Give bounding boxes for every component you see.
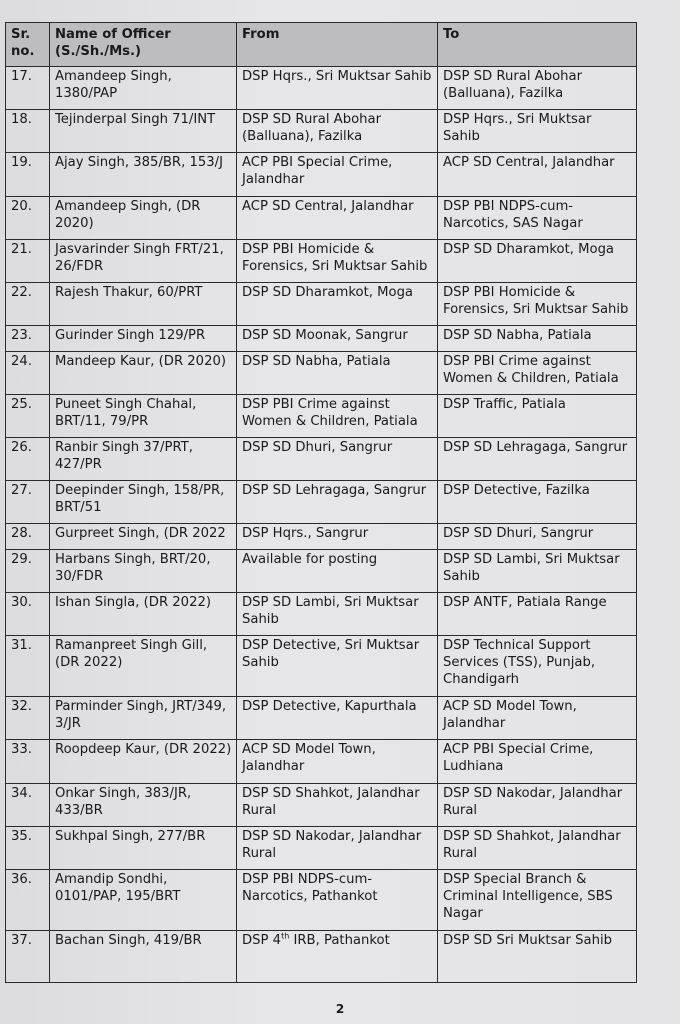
page-number: 2: [335, 1002, 345, 1016]
table-row: [6, 352, 637, 395]
table-header-row: [6, 23, 637, 67]
table-row: [6, 784, 637, 827]
row-officer-name: Amandeep Singh, 1380/PAP: [50, 67, 237, 110]
row-to: DSP SD Sri Muktsar Sahib: [438, 931, 637, 983]
row-from: ACP SD Model Town, Jalandhar: [237, 740, 438, 784]
row-sr-no: 19.: [6, 153, 50, 197]
header-from: From: [237, 23, 438, 67]
row-to: DSP Detective, Fazilka: [438, 481, 637, 524]
table-row: [6, 593, 637, 636]
row-sr-no: 30.: [6, 593, 50, 636]
row-from: Available for posting: [237, 550, 438, 593]
row-sr-no: 18.: [6, 110, 50, 153]
row-officer-name: Amandip Sondhi, 0101/PAP, 195/BRT: [50, 870, 237, 931]
row-from: DSP SD Rural Abohar (Balluana), Fazilka: [237, 110, 438, 153]
row-from: DSP SD Shahkot, Jalandhar Rural: [237, 784, 438, 827]
table-row: [6, 697, 637, 740]
row-to: DSP Hqrs., Sri Muktsar Sahib: [438, 110, 637, 153]
row-officer-name: Gurinder Singh 129/PR: [50, 326, 237, 352]
row-sr-no: 36.: [6, 870, 50, 931]
row-from: DSP PBI Crime against Women & Children, Patiala: [237, 395, 438, 438]
row-officer-name: Gurpreet Singh, (DR 2022: [50, 524, 237, 550]
row-officer-name: Ishan Singla, (DR 2022): [50, 593, 237, 636]
row-to: DSP PBI NDPS-cum-Narcotics, SAS Nagar: [438, 197, 637, 240]
row-to: DSP Special Branch & Criminal Intelligence, SBS Nagar: [438, 870, 637, 931]
row-to: DSP PBI Crime against Women & Children, Patiala: [438, 352, 637, 395]
row-sr-no: 17.: [6, 67, 50, 110]
row-officer-name: Ranbir Singh 37/PRT, 427/PR: [50, 438, 237, 481]
table-row: [6, 636, 637, 697]
row-from: DSP Hqrs., Sri Muktsar Sahib: [237, 67, 438, 110]
row-to: ACP PBI Special Crime, Ludhiana: [438, 740, 637, 784]
row-officer-name: Parminder Singh, JRT/349, 3/JR: [50, 697, 237, 740]
row-from: [237, 931, 438, 983]
table-row: [6, 438, 637, 481]
row-from: DSP Detective, Sri Muktsar Sahib: [237, 636, 438, 697]
table-row: [6, 153, 637, 197]
row-to: DSP SD Shahkot, Jalandhar Rural: [438, 827, 637, 870]
row-officer-name: Bachan Singh, 419/BR: [50, 931, 237, 983]
row-sr-no: 37.: [6, 931, 50, 983]
row-to: DSP SD Lambi, Sri Muktsar Sahib: [438, 550, 637, 593]
row-officer-name: Roopdeep Kaur, (DR 2022): [50, 740, 237, 784]
table-row: [6, 870, 637, 931]
row-sr-no: 27.: [6, 481, 50, 524]
table-row: [6, 827, 637, 870]
row-to: DSP SD Lehragaga, Sangrur: [438, 438, 637, 481]
row-sr-no: 32.: [6, 697, 50, 740]
row-officer-name: Jasvarinder Singh FRT/21, 26/FDR: [50, 240, 237, 283]
row-from: ACP SD Central, Jalandhar: [237, 197, 438, 240]
table-row: [6, 283, 637, 326]
row-to: ACP SD Central, Jalandhar: [438, 153, 637, 197]
row-officer-name: Ajay Singh, 385/BR, 153/J: [50, 153, 237, 197]
row-sr-no: 24.: [6, 352, 50, 395]
table-row: [6, 395, 637, 438]
row-officer-name: Mandeep Kaur, (DR 2020): [50, 352, 237, 395]
row-to: ACP SD Model Town, Jalandhar: [438, 697, 637, 740]
from-text: DSP 4: [242, 933, 282, 948]
row-sr-no: 22.: [6, 283, 50, 326]
row-from: DSP SD Lehragaga, Sangrur: [237, 481, 438, 524]
row-to: DSP Traffic, Patiala: [438, 395, 637, 438]
row-from: DSP SD Dhuri, Sangrur: [237, 438, 438, 481]
row-officer-name: Amandeep Singh, (DR 2020): [50, 197, 237, 240]
ordinal-superscript: th: [281, 931, 290, 941]
table-row: [6, 524, 637, 550]
row-to: DSP ANTF, Patiala Range: [438, 593, 637, 636]
row-to: DSP Technical Support Services (TSS), Punjab, Chandigarh: [438, 636, 637, 697]
row-from: DSP PBI Homicide & Forensics, Sri Muktsar Sahib: [237, 240, 438, 283]
row-sr-no: 35.: [6, 827, 50, 870]
row-from: DSP Hqrs., Sangrur: [237, 524, 438, 550]
row-sr-no: 21.: [6, 240, 50, 283]
row-from: DSP SD Dharamkot, Moga: [237, 283, 438, 326]
row-sr-no: 23.: [6, 326, 50, 352]
row-sr-no: 28.: [6, 524, 50, 550]
row-from: DSP Detective, Kapurthala: [237, 697, 438, 740]
row-sr-no: 34.: [6, 784, 50, 827]
row-from: DSP SD Moonak, Sangrur: [237, 326, 438, 352]
table-row: [6, 67, 637, 110]
header-to: To: [438, 23, 637, 67]
row-officer-name: Onkar Singh, 383/JR, 433/BR: [50, 784, 237, 827]
from-text: IRB, Pathankot: [289, 933, 390, 948]
table-row: [6, 326, 637, 352]
row-from: DSP SD Nabha, Patiala: [237, 352, 438, 395]
row-from: DSP SD Lambi, Sri Muktsar Sahib: [237, 593, 438, 636]
row-to: DSP SD Nakodar, Jalandhar Rural: [438, 784, 637, 827]
row-officer-name: Deepinder Singh, 158/PR, BRT/51: [50, 481, 237, 524]
row-sr-no: 31.: [6, 636, 50, 697]
row-officer-name: Rajesh Thakur, 60/PRT: [50, 283, 237, 326]
row-officer-name: Tejinderpal Singh 71/INT: [50, 110, 237, 153]
row-sr-no: 33.: [6, 740, 50, 784]
table-row: [6, 240, 637, 283]
row-from: DSP SD Nakodar, Jalandhar Rural: [237, 827, 438, 870]
row-sr-no: 20.: [6, 197, 50, 240]
table-row: [6, 550, 637, 593]
transfer-table: [5, 22, 637, 983]
row-sr-no: 29.: [6, 550, 50, 593]
table-row: [6, 740, 637, 784]
row-from: ACP PBI Special Crime, Jalandhar: [237, 153, 438, 197]
row-to: DSP SD Rural Abohar (Balluana), Fazilka: [438, 67, 637, 110]
table-row: [6, 931, 637, 983]
row-officer-name: Harbans Singh, BRT/20, 30/FDR: [50, 550, 237, 593]
row-to: DSP SD Dharamkot, Moga: [438, 240, 637, 283]
row-officer-name: Ramanpreet Singh Gill, (DR 2022): [50, 636, 237, 697]
table-row: [6, 481, 637, 524]
row-sr-no: 26.: [6, 438, 50, 481]
header-officer-name: Name of Officer (S./Sh./Ms.): [50, 23, 237, 67]
row-to: DSP SD Nabha, Patiala: [438, 326, 637, 352]
row-to: DSP SD Dhuri, Sangrur: [438, 524, 637, 550]
table-row: [6, 197, 637, 240]
row-sr-no: 25.: [6, 395, 50, 438]
header-sr-no: Sr. no.: [6, 23, 50, 67]
row-officer-name: Sukhpal Singh, 277/BR: [50, 827, 237, 870]
row-from: DSP PBI NDPS-cum-Narcotics, Pathankot: [237, 870, 438, 931]
table-row: [6, 110, 637, 153]
row-officer-name: Puneet Singh Chahal, BRT/11, 79/PR: [50, 395, 237, 438]
row-to: DSP PBI Homicide & Forensics, Sri Muktsar Sahib: [438, 283, 637, 326]
